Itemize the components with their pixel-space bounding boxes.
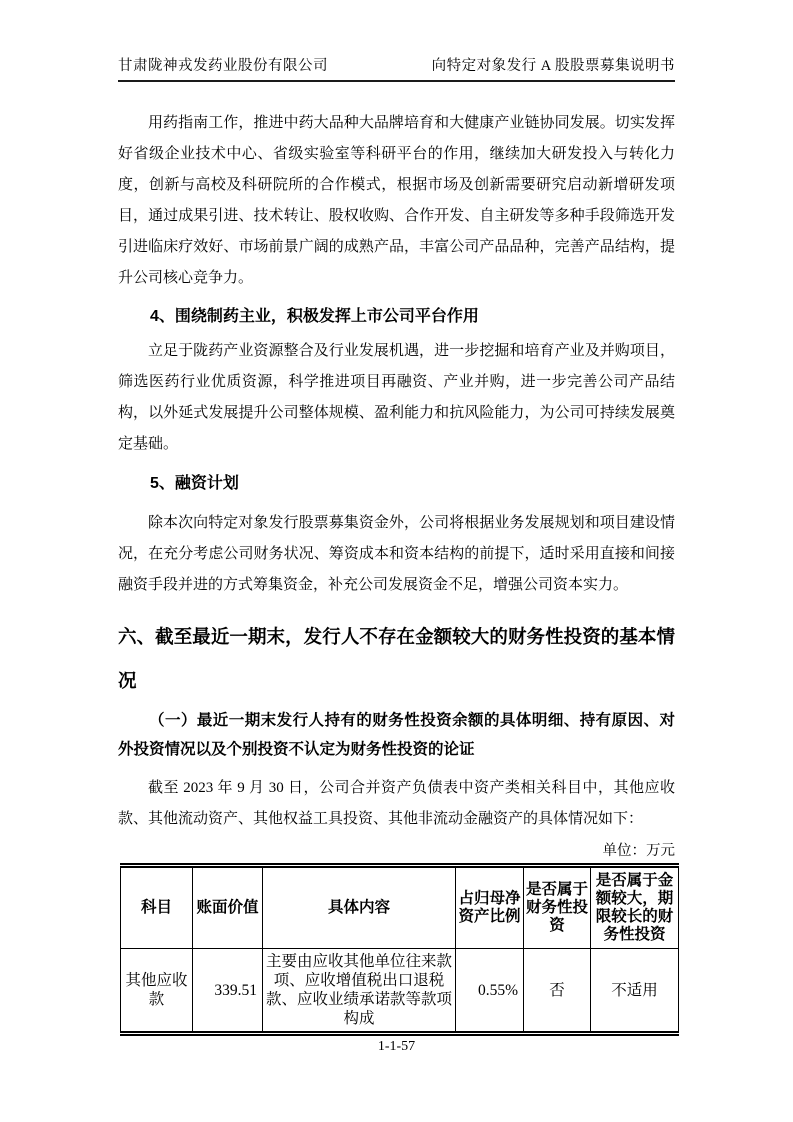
col-header-book-value: 账面价值 <box>193 866 263 949</box>
cell-subject: 其他应收款 <box>121 949 193 1034</box>
col-header-ratio-net-assets: 占归母净资产比例 <box>456 866 524 949</box>
header-doc-title: 向特定对象发行 A 股股票募集说明书 <box>431 58 675 74</box>
table-header-row <box>121 866 679 949</box>
col-header-is-financial-investment: 是否属于财务性投资 <box>524 866 591 949</box>
cell-is-large-longterm: 不适用 <box>591 949 679 1034</box>
cell-detail: 主要由应收其他单位往来款项、应收增值税出口退税款、应收业绩承诺款等款项构成 <box>263 949 456 1034</box>
page-header <box>118 57 675 82</box>
cell-is-financial-investment: 否 <box>524 949 591 1034</box>
heading-section-5: 5、融资计划 <box>150 475 239 492</box>
header-company-name: 甘肃陇神戎发药业股份有限公司 <box>118 58 328 74</box>
cell-ratio: 0.55% <box>456 949 524 1034</box>
col-header-subject: 科目 <box>121 866 193 949</box>
table-row-other-receivables <box>121 949 679 1034</box>
page-footer <box>0 1038 793 1056</box>
paragraph-section-5: 除本次向特定对象发行股票募集资金外，公司将根据业务发展规划和项目建设情况，在充分考虑公司财务状况、筹资成本和资本结构的前提下，适时采用直接和间接融资手段并进的方式筹集资金，补充公司发展资金不足，增强公司资本实力。 <box>118 515 675 593</box>
col-header-detail: 具体内容 <box>263 866 456 949</box>
heading-section-4: 4、围绕制药主业，积极发挥上市公司平台作用 <box>150 308 479 325</box>
financial-investments-table <box>120 863 679 1036</box>
heading-section-6-1: （一）最近一期末发行人持有的财务性投资余额的具体明细、持有原因、对外投资情况以及个别投资不认定为财务性投资的论证 <box>118 712 675 758</box>
cell-book-value: 339.51 <box>193 949 263 1034</box>
col-header-is-large-longterm: 是否属于金额较大，期限较长的财务性投资 <box>591 866 679 949</box>
paragraph-section-4: 立足于陇药产业资源整合及行业发展机遇，进一步挖掘和培育产业及并购项目，筛选医药行业优质资源，科学推进项目再融资、产业并购，进一步完善公司产品结构，以外延式发展提升公司整体规模、盈利能力和抗风险能力，为公司可持续发展奠定基础。 <box>118 343 675 452</box>
page-number: 1-1-57 <box>377 1039 416 1054</box>
heading-section-6: 六、截至最近一期末，发行人不存在金额较大的财务性投资的基本情况 <box>118 626 675 691</box>
paragraph-section-6: 截至 2023 年 9 月 30 日，公司合并资产负债表中资产类相关科目中，其他应收款、其他流动资产、其他权益工具投资、其他非流动金融资产的具体情况如下： <box>118 780 675 827</box>
paragraph-continuation: 用药指南工作，推进中药大品种大品牌培育和大健康产业链协同发展。切实发挥好省级企业技术中心、省级实验室等科研平台的作用，继续加大研发投入与转化力度，创新与高校及科研院所的合作模式，根据市场及创新需要研究启动新增研发项目，通过成果引进、技术转让、股权收购、合作开发、自主研发等多种手段筛选开发引进临床疗效好、市场前景广阔的成熟产品，丰富公司产品品种，完善产品结构，提升公司核心竞争力。 <box>118 115 675 286</box>
table-unit-label: 单位：万元 <box>602 843 675 859</box>
